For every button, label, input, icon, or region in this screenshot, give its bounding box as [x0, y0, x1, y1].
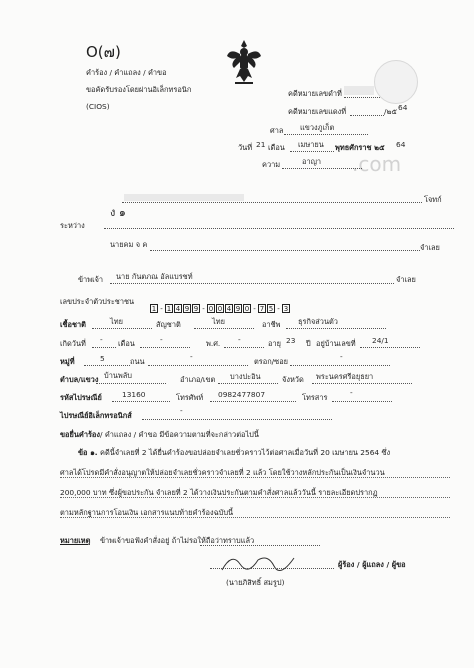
id-digit: 4 [226, 305, 232, 313]
phone-line [210, 401, 296, 402]
id-digit: 0 [217, 305, 223, 313]
redacted-area [124, 194, 244, 201]
defendant-label: จำเลย [420, 243, 440, 252]
road-line [148, 365, 248, 366]
subdistrict-value: บ้านพลับ [104, 371, 132, 380]
petitioner-name: นาย กันตภณ อัลแบรชท์ [116, 272, 193, 281]
petitioner-name-line [110, 283, 394, 284]
watermark: .com [352, 152, 402, 176]
signature-mark [218, 548, 298, 576]
id-digit: 9 [193, 305, 199, 313]
email-label: ไปรษณีย์อิเล็กทรอนิกส์ [60, 411, 132, 420]
id-dash: - [160, 305, 163, 313]
body-rule [60, 477, 450, 478]
red-case-number: 64 [398, 103, 408, 112]
occupation-label: อาชีพ [262, 320, 281, 329]
year-label: พุทธศักราช ๒๕ [335, 143, 385, 152]
age-label: อายุ [268, 339, 281, 348]
form-system: (CIOS) [86, 102, 110, 111]
paragraph-number: ข้อ ๑. [78, 448, 98, 457]
id-label: เลขประจำตัวประชาชน [60, 297, 135, 306]
court-seal-stamp [374, 60, 418, 104]
soi-label: ตรอก/ซอย [254, 357, 288, 366]
id-digit: 0 [208, 305, 214, 313]
occupation-value: ธุรกิจส่วนตัว [298, 317, 338, 326]
email-line [142, 419, 332, 420]
paragraph-line-1: คดีนี้จำเลยที่ 2 ได้ยื่นคำร้องขอปล่อยจำเลยชั่วคราวไว้ต่อศาลเมื่อวันที่ 20 เมษายน 2564 ซึ่ง [100, 448, 391, 457]
province-label: จังหวัด [282, 375, 304, 384]
birth-label: เกิดวันที่ [60, 339, 86, 348]
between-line [104, 228, 454, 229]
phone-value: 0982477807 [218, 390, 266, 399]
birth-year: - [238, 335, 241, 344]
between-label: ระหว่าง [60, 221, 85, 230]
race-line [92, 328, 152, 329]
id-digit: 4 [175, 305, 181, 313]
red-case-number-line [350, 115, 384, 116]
body-rule [60, 517, 450, 518]
road-label: ถนน [130, 357, 145, 366]
fax-value: - [350, 388, 353, 397]
redacted-area [344, 86, 374, 95]
petitioner-intro: ข้าพเจ้า [78, 275, 104, 284]
race-label: เชื้อชาติ [60, 320, 86, 329]
age-value: 23 [286, 336, 296, 345]
email-value: - [180, 406, 183, 415]
paragraph-line-4: ตามหลักฐานการโอนเงิน เอกสารแนบท้ายคำร้องฉบับนี้ [60, 508, 234, 517]
birth-month-line [140, 347, 190, 348]
id-digit: 9 [235, 305, 241, 313]
id-digit: 3 [283, 305, 289, 313]
fax-label: โทรสาร [302, 393, 328, 402]
province-value: พระนครศรีอยุธยา [316, 372, 374, 381]
birth-month-label: เดือน [118, 339, 135, 348]
court-label: ศาล [270, 126, 284, 135]
birth-month: - [160, 335, 163, 344]
birth-day-line [92, 347, 116, 348]
form-subject: ขอคัดรับรองโดยผ่านอิเล็กทรอนิก [86, 85, 192, 94]
matter-label: ความ [262, 160, 281, 169]
paragraph-line-2: ศาลได้โปรดมีคำสั่งอนุญาตให้ปล่อยจำเลยชั่วคราวจำเลยที่ 2 แล้ว โดยใช้วางหลักประกันเป็นเงินจำนวน [60, 468, 385, 477]
id-digit: 5 [268, 305, 274, 313]
id-dash: - [202, 305, 205, 313]
signer-role: ผู้ร้อง / ผู้แถลง / ผู้ขอ [338, 560, 406, 569]
district-line [218, 383, 278, 384]
submit-line [60, 430, 259, 439]
moo-line [84, 365, 130, 366]
nationality-label: สัญชาติ [156, 320, 181, 329]
phone-label: โทรศัพท์ [176, 393, 204, 402]
id-digit: 1 [151, 305, 157, 313]
house-label: อยู่บ้านเลขที่ [316, 339, 356, 348]
district-label: อำเภอ/เขต [180, 375, 216, 384]
nationality-line [194, 328, 254, 329]
red-case-label: คดีหมายเลขแดงที่ [288, 107, 347, 116]
date-label: วันที่ [238, 143, 253, 152]
matter-value: อาญา [302, 157, 322, 166]
month-label: เดือน [268, 143, 285, 152]
signer-name: (นายภิสิทธิ์ สมรูป) [226, 578, 285, 587]
note-text: ข้าพเจ้าขอฟังคำสั่งอยู่ ถ้าไม่รอให้ถือว่าทราบแล้ว [100, 536, 255, 545]
house-line [360, 347, 420, 348]
body-rule [60, 497, 450, 498]
between-mark: ง ๑ [110, 206, 126, 219]
court-name: แขวงภูเก็ต [300, 123, 335, 132]
id-dash: - [253, 305, 256, 313]
date-month: เมษายน [298, 140, 324, 149]
birth-day: - [100, 335, 103, 344]
moo-label: หมู่ที่ [60, 357, 75, 366]
defendant-prefix: นายคม จ ค [110, 240, 148, 249]
petitioner-role: จำเลย [396, 275, 416, 284]
id-digit: 1 [166, 305, 172, 313]
postcode-line [112, 401, 170, 402]
court-line [284, 134, 368, 135]
birth-year-line [224, 347, 264, 348]
id-dash: - [277, 305, 280, 313]
id-digit: 9 [184, 305, 190, 313]
postcode-value: 13160 [122, 390, 146, 399]
form-type: คำร้อง / คำแถลง / คำขอ [86, 68, 167, 77]
signature-line [210, 568, 334, 569]
age-unit: ปี [306, 339, 311, 348]
subdistrict-line [96, 383, 166, 384]
race-value: ไทย [110, 317, 123, 326]
moo-value: 5 [100, 354, 105, 363]
red-case-year-prefix: /๒๕ [384, 107, 397, 116]
submit-line-bold: ขอยื่นคำร้อง [60, 430, 100, 439]
black-case-number-line [344, 97, 384, 98]
plaintiff-label: โจทก์ [424, 195, 442, 204]
garuda-emblem-icon [226, 38, 262, 86]
road-value: - [190, 352, 193, 361]
soi-line [290, 365, 390, 366]
paragraph-line-3: 200,000 บาท ซึ่งผู้ขอประกัน จำเลยที่ 2 ได้วางเงินประกันตามคำสั่งศาลแล้ววันนี้ รายละเอียดปรากฏ [60, 488, 378, 497]
date-day: 21 [256, 140, 266, 149]
plaintiff-line [122, 202, 422, 203]
matter-line [282, 168, 362, 169]
defendant-line [150, 250, 420, 251]
fax-line [332, 401, 392, 402]
subdistrict-label: ตำบล/แขวง [60, 375, 99, 384]
nationality-value: ไทย [212, 317, 225, 326]
submit-line-rest: / คำแถลง / คำขอ มีข้อความตามที่จะกล่าวต่อไปนี้ [100, 430, 259, 439]
house-value: 24/1 [372, 336, 389, 345]
soi-value: - [340, 352, 343, 361]
note-label: หมายเหตุ [60, 536, 91, 545]
province-line [312, 383, 412, 384]
form-code: O(๗) [86, 43, 121, 61]
black-case-label: คดีหมายเลขดำที่ [288, 89, 342, 98]
note-line [200, 545, 320, 546]
date-year: 64 [396, 140, 406, 149]
month-line [290, 151, 334, 152]
birth-year-label: พ.ศ. [206, 339, 221, 348]
occupation-line [286, 328, 386, 329]
postcode-label: รหัสไปรษณีย์ [60, 393, 102, 402]
id-digit: 0 [244, 305, 250, 313]
id-boxes [150, 296, 291, 315]
id-digit: 7 [259, 305, 265, 313]
district-value: บางปะอิน [230, 372, 261, 381]
